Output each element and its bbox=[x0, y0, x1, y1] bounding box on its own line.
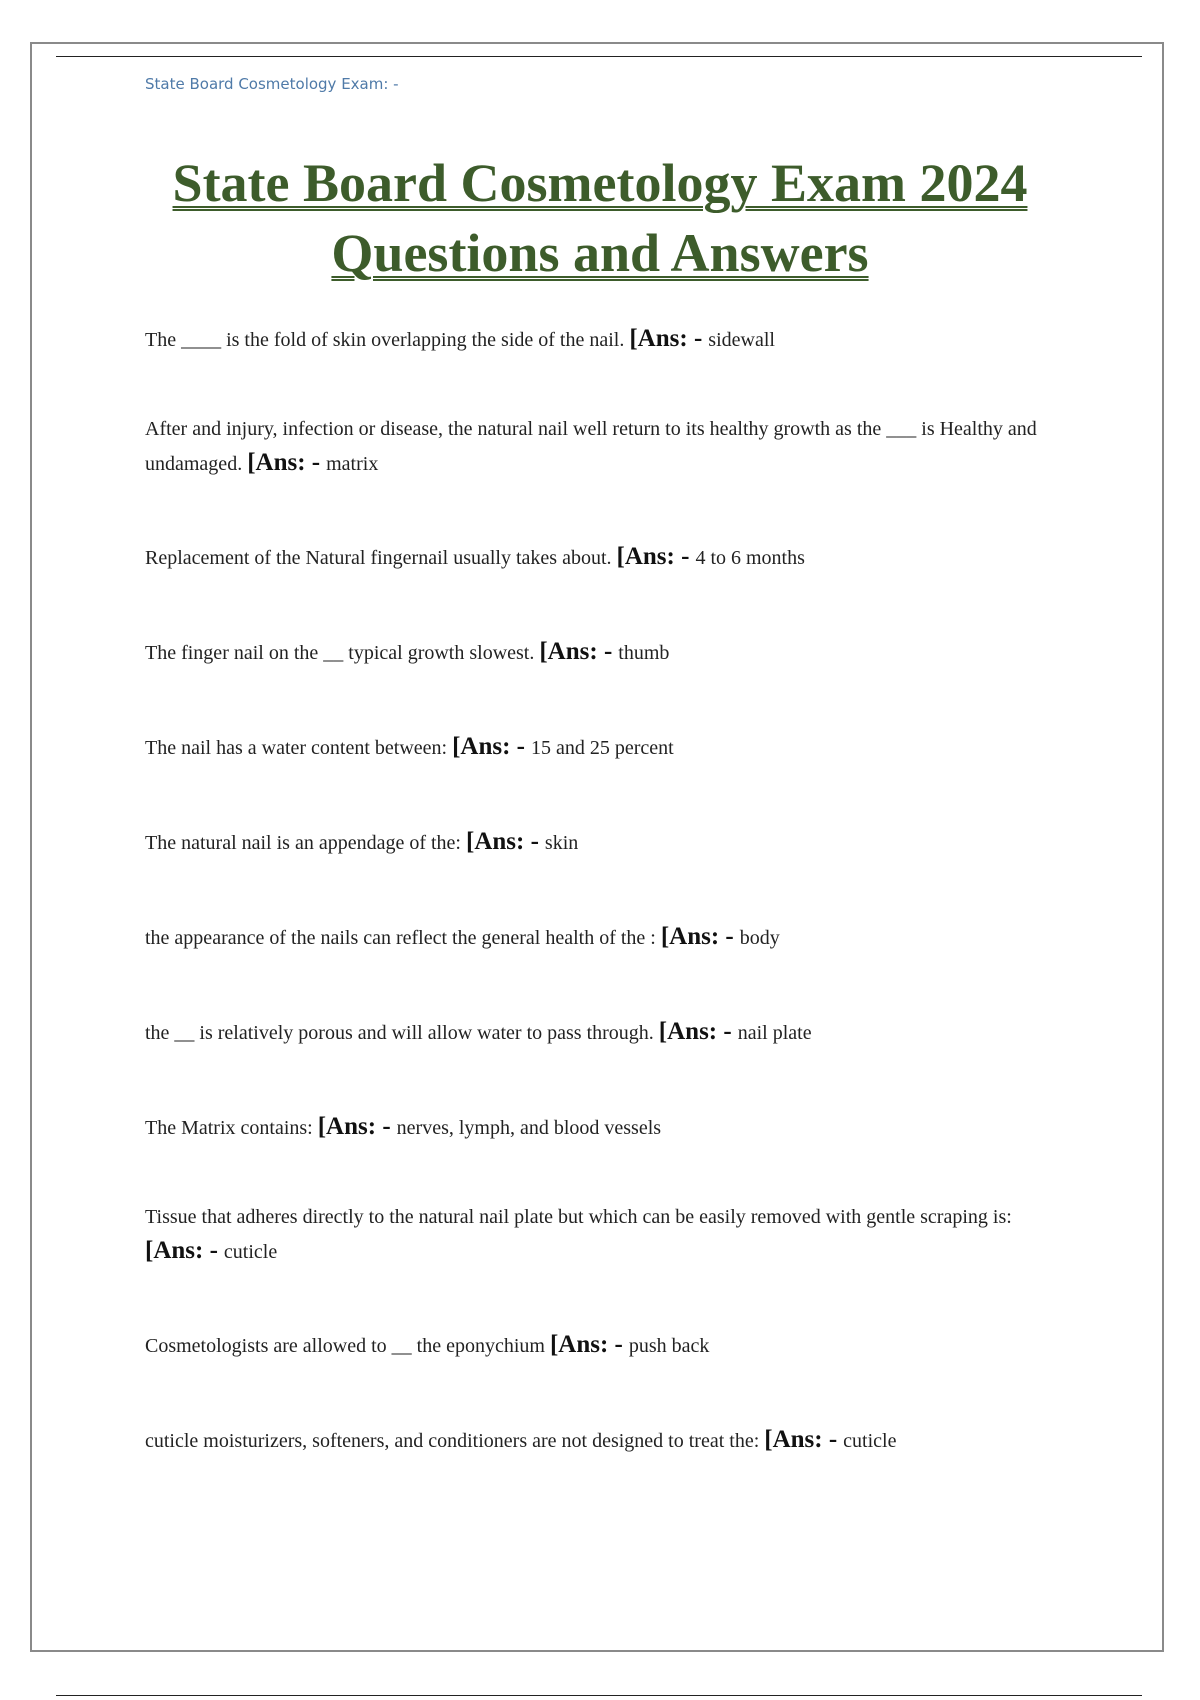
qa-item bbox=[145, 730, 1055, 765]
answer-label: [Ans: - bbox=[466, 828, 539, 855]
qa-item bbox=[145, 920, 1055, 955]
answer-label: [Ans: - bbox=[145, 1237, 218, 1264]
qa-item bbox=[145, 1015, 1055, 1050]
qa-item bbox=[145, 1200, 1055, 1269]
answer-label: [Ans: - bbox=[658, 1018, 732, 1045]
qa-item bbox=[145, 635, 1055, 670]
answer-text: skin bbox=[544, 832, 579, 854]
answer-text: matrix bbox=[326, 453, 379, 475]
answer-text: cuticle bbox=[223, 1241, 278, 1263]
answer-text: nail plate bbox=[737, 1022, 812, 1044]
question-text: The Matrix contains: bbox=[145, 1117, 313, 1139]
answer-label: [Ans: - bbox=[629, 325, 703, 352]
answer-label: [Ans: - bbox=[616, 543, 690, 570]
answer-label: [Ans: - bbox=[549, 1331, 623, 1358]
question-text: the __ is relatively porous and will allow water to pass through. bbox=[145, 1022, 654, 1044]
question-text: The nail has a water content between: bbox=[145, 737, 448, 759]
answer-label: [Ans: - bbox=[452, 733, 526, 760]
answer-text: push back bbox=[628, 1335, 710, 1357]
question-text: The natural nail is an appendage of the: bbox=[145, 832, 461, 854]
answer-text: nerves, lymph, and blood vessels bbox=[396, 1117, 662, 1139]
answer-text: 15 and 25 percent bbox=[531, 737, 674, 759]
answer-text: body bbox=[739, 927, 780, 949]
qa-item bbox=[145, 412, 1055, 481]
qa-item bbox=[145, 1423, 1055, 1458]
question-text: cuticle moisturizers, softeners, and conditioners are not designed to treat the: bbox=[145, 1430, 760, 1452]
running-header: State Board Cosmetology Exam: - bbox=[145, 75, 399, 93]
question-text: the appearance of the nails can reflect the general health of the : bbox=[145, 927, 656, 949]
answer-text: sidewall bbox=[708, 329, 775, 351]
qa-item bbox=[145, 1110, 1055, 1145]
question-text: Replacement of the Natural fingernail usually takes about. bbox=[145, 547, 612, 569]
answer-label: [Ans: - bbox=[317, 1113, 391, 1140]
qa-item bbox=[145, 322, 1055, 357]
answer-text: thumb bbox=[618, 642, 670, 664]
question-text: After and injury, infection or disease, the natural nail well return to its healthy growth as the ___ is Healthy and undamaged. bbox=[145, 418, 1037, 475]
answer-label: [Ans: - bbox=[764, 1426, 838, 1453]
question-text: The ____ is the fold of skin overlapping the side of the nail. bbox=[145, 329, 625, 351]
answer-label: [Ans: - bbox=[247, 449, 321, 476]
answer-text: 4 to 6 months bbox=[695, 547, 805, 569]
question-text: Tissue that adheres directly to the natural nail plate but which can be easily removed with gentle scraping is: bbox=[145, 1206, 1012, 1228]
answer-label: [Ans: - bbox=[660, 923, 734, 950]
qa-item bbox=[145, 540, 1055, 575]
qa-item bbox=[145, 825, 1055, 860]
answer-label: [Ans: - bbox=[539, 638, 613, 665]
answer-text: cuticle bbox=[843, 1430, 897, 1452]
question-text: Cosmetologists are allowed to __ the eponychium bbox=[145, 1335, 545, 1357]
document-title bbox=[100, 148, 1100, 288]
top-rule bbox=[56, 56, 1142, 57]
question-text: The finger nail on the __ typical growth slowest. bbox=[145, 642, 535, 664]
qa-item bbox=[145, 1328, 1055, 1363]
bottom-rule bbox=[56, 1695, 1142, 1696]
title-line-1: State Board Cosmetology Exam 2024 bbox=[172, 153, 1028, 213]
title-line-2: Questions and Answers bbox=[331, 223, 869, 283]
